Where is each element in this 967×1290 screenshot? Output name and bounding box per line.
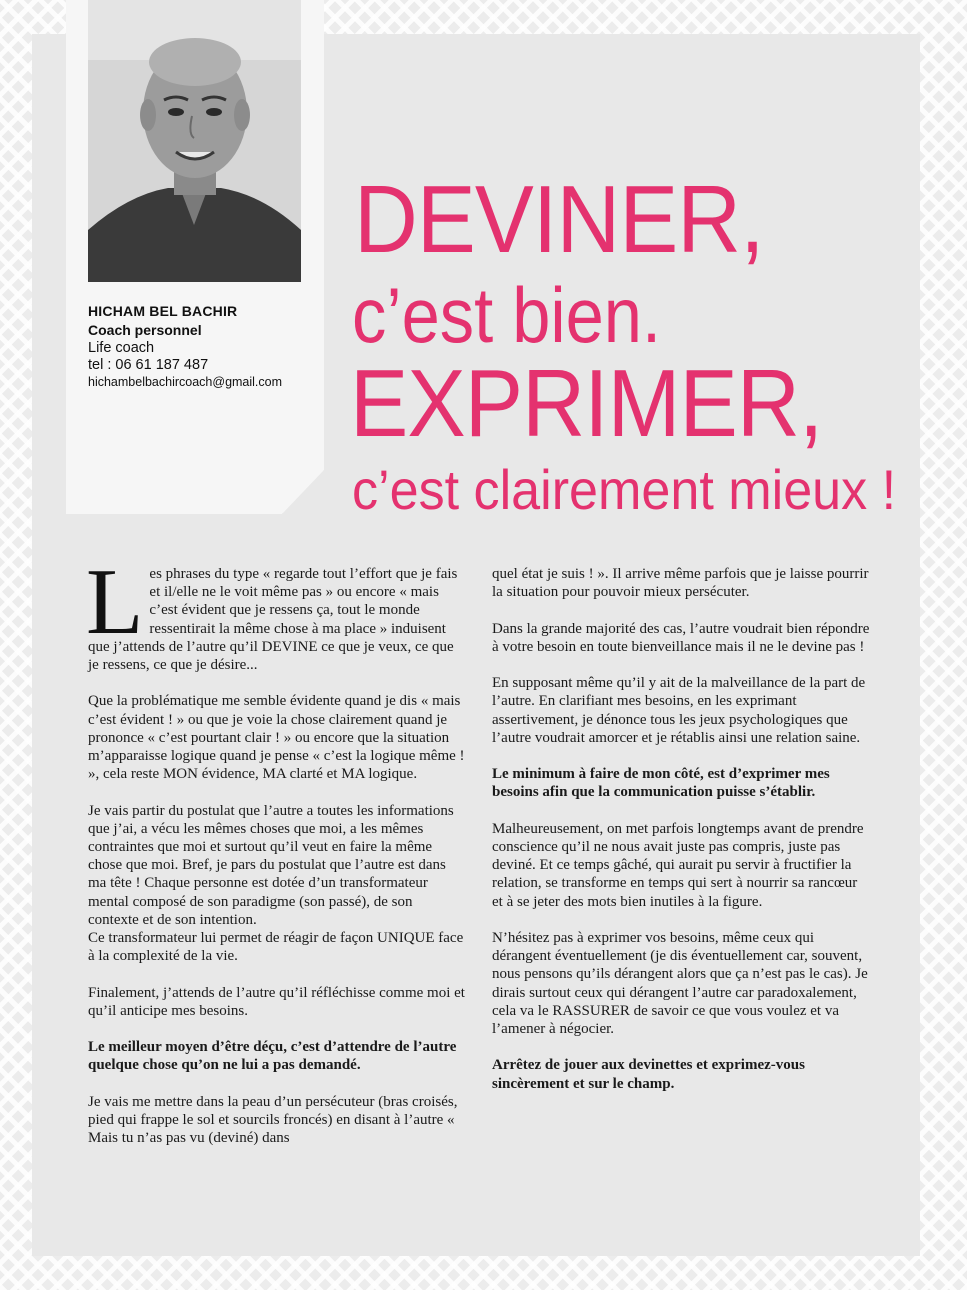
author-email: hichambelbachircoach@gmail.com (88, 375, 283, 389)
article-highlight: Le minimum à faire de mon côté, est d’exprimer mes besoins afin que la communication puisse s’établir. (492, 766, 830, 801)
article-paragraph: Malheureusement, on met parfois longtemps avant de prendre conscience qu’il ne nous avait juste pas compris, juste pas deviné. Et ce temps gâché, qui aurait pu servir à fructifier la relation, se transforme en temps qui sert à nourrir sa rancœur et à se jeter des mots bien inutiles à la figure. (492, 820, 864, 910)
article-highlight: Le meilleur moyen d’être déçu, c’est d’attendre de l’autre quelque chose qu’on ne lui a pas demandé. (88, 1039, 457, 1074)
article-paragraph: Dans la grande majorité des cas, l’autre voudrait bien répondre à votre besoin en toute bienveillance mais il ne le devine pas ! (492, 620, 870, 655)
article-paragraph: Ce transformateur lui permet de réagir de façon UNIQUE face à la complexité de la vie. (88, 930, 464, 965)
headline-line-4: c’est clairement mieux ! (352, 458, 897, 521)
article-paragraph: quel état je suis ! ». Il arrive même parfois que je laisse pourrir la situation pour pouvoir mieux persécuter. (492, 566, 869, 601)
headline-line-1: DEVINER, (354, 166, 764, 273)
article-column-right (492, 565, 870, 1111)
article-highlight: Arrêtez de jouer aux devinettes et exprimez-vous sincèrement et sur le champ. (492, 1057, 805, 1092)
article-paragraph: Je vais partir du postulat que l’autre a toutes les informations que j’ai, a vécu les mêmes choses que moi, a les mêmes contraintes que moi et surtout qu’il veut en faire la même chose que moi. Bref, je pars du postulat que l’autre est dans ma tête ! Chaque personne est dotée d’un transformateur mental composé de son paradigme (son passé), de son contexte et de son intention. (88, 802, 454, 928)
author-name: HICHAM BEL BACHIR (88, 303, 238, 319)
headline-line-2: c’est bien. (352, 271, 662, 359)
author-role: Coach personnel (88, 322, 202, 338)
article-paragraph: Finalement, j’attends de l’autre qu’il réfléchisse comme moi et qu’il anticipe mes besoins. (88, 984, 465, 1019)
drop-cap: L (86, 550, 144, 654)
article-paragraph: Je vais me mettre dans la peau d’un persécuteur (bras croisés, pied qui frappe le sol et sourcils froncés) en disant à l’autre « Mais tu n’as pas vu (deviné) dans (88, 1093, 458, 1147)
author-subtitle: Life coach (88, 340, 155, 356)
author-photo (88, 0, 301, 282)
author-phone: tel : 06 61 187 487 (88, 357, 209, 373)
article-column-left (86, 550, 466, 1166)
author-bio (88, 303, 318, 389)
article-paragraph: Les phrases du type « regarde tout l’effort que je fais et il/elle ne le voit même pas » ou encore « mais c’est évident que je ressens ça, tout le monde ressentirait la même chose à ma place » induisent que j’attends de l’autre qu’il DEVINE ce que je veux, ce que je ressens, ce que je désire... (86, 550, 458, 674)
article-paragraph: Que la problématique me semble évidente quand je dis « mais c’est évident ! » ou que je voie la chose clairement quand je prononce « c’est pourtant clair ! » ou encore que la situation m’apparaisse logique quand je pense « c’est la logique même ! », cela reste MON évidence, MA clarté et MA logique. (88, 693, 465, 783)
article-paragraph: N’hésitez pas à exprimer vos besoins, même ceux qui dérangent éventuellement (je dis éventuellement car, souvent, nous pensons qu’ils dérangent alors que ça n’est pas le cas). Je dirais surtout ceux qui dérangent l’autre car paradoxalement, cela va le RASSURER de savoir ce que vous voulez et va l’amener à négocier. (492, 929, 868, 1037)
article-paragraph: En supposant même qu’il y ait de la malveillance de la part de l’autre. En clarifiant mes besoins, en les exprimant assertivement, je dénonce tous les jeux psychologiques que l’autre voudrait amorcer et je rétablis ainsi une relation saine. (492, 675, 866, 746)
headline-line-3: EXPRIMER, (350, 350, 823, 457)
